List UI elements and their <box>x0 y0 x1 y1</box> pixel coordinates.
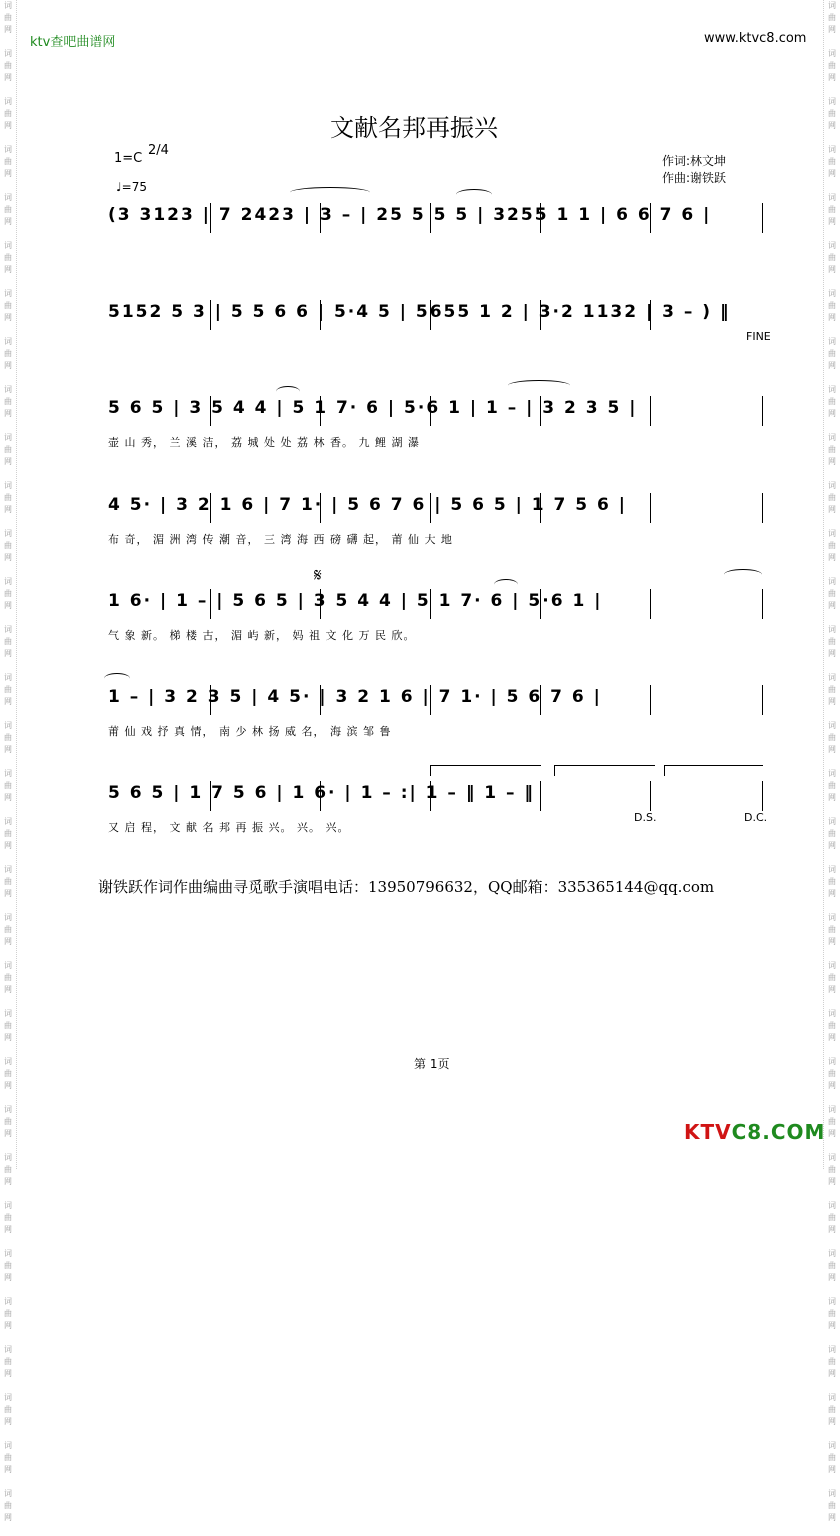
lyrics-line: 又 启 程， 文 献 名 邦 再 振 兴。 兴。 兴。 <box>108 821 350 834</box>
lyrics-line: 气 象 新。 梯 楼 古， 湄 屿 新， 妈 祖 文 化 万 民 欣。 <box>108 629 416 642</box>
left-watermark-strip: 词 曲 网 词 曲 网 词 曲 网 词 曲 网 词 曲 网 词 曲 网 词 曲 网 词 曲 网 词 曲 网 词 曲 网 词 曲 网 词 曲 网 词 曲 网 词 曲 网 词 曲 网 词 曲 网 词 曲 网 词 曲 网 词 曲 网 词 曲 网 词 曲 网 词 曲 网 词 曲 网 词 曲 网 词 曲 网 词 曲 网 词 曲 网 词 曲 网 词 曲 网 词 曲 网 词 曲 网 词 曲 网 <box>0 0 17 1169</box>
composer-credit: 作曲:谢铁跃 <box>662 171 727 185</box>
tempo-marking: ♩=75 <box>116 180 147 194</box>
lyrics-line: 莆 仙 戏 抒 真 情， 南 少 林 扬 威 名， 海 滨 邹 鲁 <box>108 725 392 738</box>
notes-line: 5152 5 3 | 5 5 6 6 | 5·4 5 | 5655 1 2 | 3·2 1132 | 3 – ) ‖ <box>108 302 731 322</box>
score-row-4 <box>100 493 766 553</box>
lyrics-line: 壶 山 秀， 兰 溪 洁， 荔 城 处 处 荔 林 香。 九 鲤 湖 瀑 <box>108 436 420 449</box>
notes-line: 1 – | 3 2 3 5 | 4 5· | 3 2 1 6 | 7 1· | 5 6 7 6 | <box>108 687 602 707</box>
notes-line: 5 6 5 | 1 7 5 6 | 1 6· | 1 – :| 1 – ‖ 1 – ‖ <box>108 783 535 803</box>
dc-mark: D.C. <box>744 811 768 824</box>
score-row-6 <box>100 685 766 745</box>
slur <box>276 386 300 397</box>
notes-line: 1 6· | 1 – | 5 6 5 | 3 5 4 4 | 5 1 7· 6 | 5·6 1 | <box>108 591 603 611</box>
page-number: 第 1页 <box>414 1057 450 1071</box>
right-watermark-strip: 词 曲 网 词 曲 网 词 曲 网 词 曲 网 词 曲 网 词 曲 网 词 曲 网 词 曲 网 词 曲 网 词 曲 网 词 曲 网 词 曲 网 词 曲 网 词 曲 网 词 曲 网 词 曲 网 词 曲 网 词 曲 网 词 曲 网 词 曲 网 词 曲 网 词 曲 网 词 曲 网 词 曲 网 词 曲 网 词 曲 网 词 曲 网 词 曲 网 词 曲 网 词 曲 网 词 曲 网 词 曲 网 <box>823 0 840 1169</box>
score-row-7 <box>100 781 766 841</box>
volta-1 <box>430 765 541 776</box>
slur <box>290 187 370 198</box>
fine-mark: FINE <box>746 330 771 343</box>
lyricist-credit: 作词:林文坤 <box>662 154 727 168</box>
segno-icon: 𝄋 <box>314 565 322 586</box>
site-url-right[interactable]: www.ktvc8.com <box>704 31 807 46</box>
site-name-left[interactable]: ktv查吧曲谱网 <box>30 35 116 50</box>
lyrics-line: 布 奇， 湄 洲 湾 传 潮 音， 三 湾 海 西 磅 礴 起， 莆 仙 大 地 <box>108 533 453 546</box>
score-row-1 <box>100 203 766 263</box>
slur <box>104 673 130 684</box>
time-signature-value: 2/4 <box>148 143 169 158</box>
contact-footer: 谢铁跃作词作曲编曲寻觅歌手演唱电话：13950796632，QQ邮箱：335365144@qq.com <box>98 878 715 896</box>
time-signature <box>148 142 169 160</box>
brand-logo: KTVC8.COM <box>684 1120 826 1144</box>
score-row-2 <box>100 300 771 360</box>
notes-line: 4 5· | 3 2 1 6 | 7 1· | 5 6 7 6 | 5 6 5 | 1 7 5 6 | <box>108 495 627 515</box>
notes-line: (3 3123 | 7 2423 | 3 – | 25 5 5 5 | 3255 1 1 | 6 6 7 6 | <box>108 205 712 225</box>
song-title: 文献名邦再振兴 <box>330 114 498 142</box>
slur <box>508 380 570 391</box>
volta-2 <box>554 765 655 776</box>
slur <box>456 189 492 200</box>
slur <box>494 579 518 590</box>
slur <box>724 569 762 580</box>
key-signature: 1=C <box>114 151 143 166</box>
score-row-3 <box>100 396 766 456</box>
score-row-5 <box>100 565 766 649</box>
volta-3 <box>664 765 763 776</box>
ds-mark: D.S. <box>634 811 657 824</box>
notes-line: 5 6 5 | 3 5 4 4 | 5 1 7· 6 | 5·6 1 | 1 – | 3 2 3 5 | <box>108 398 638 418</box>
